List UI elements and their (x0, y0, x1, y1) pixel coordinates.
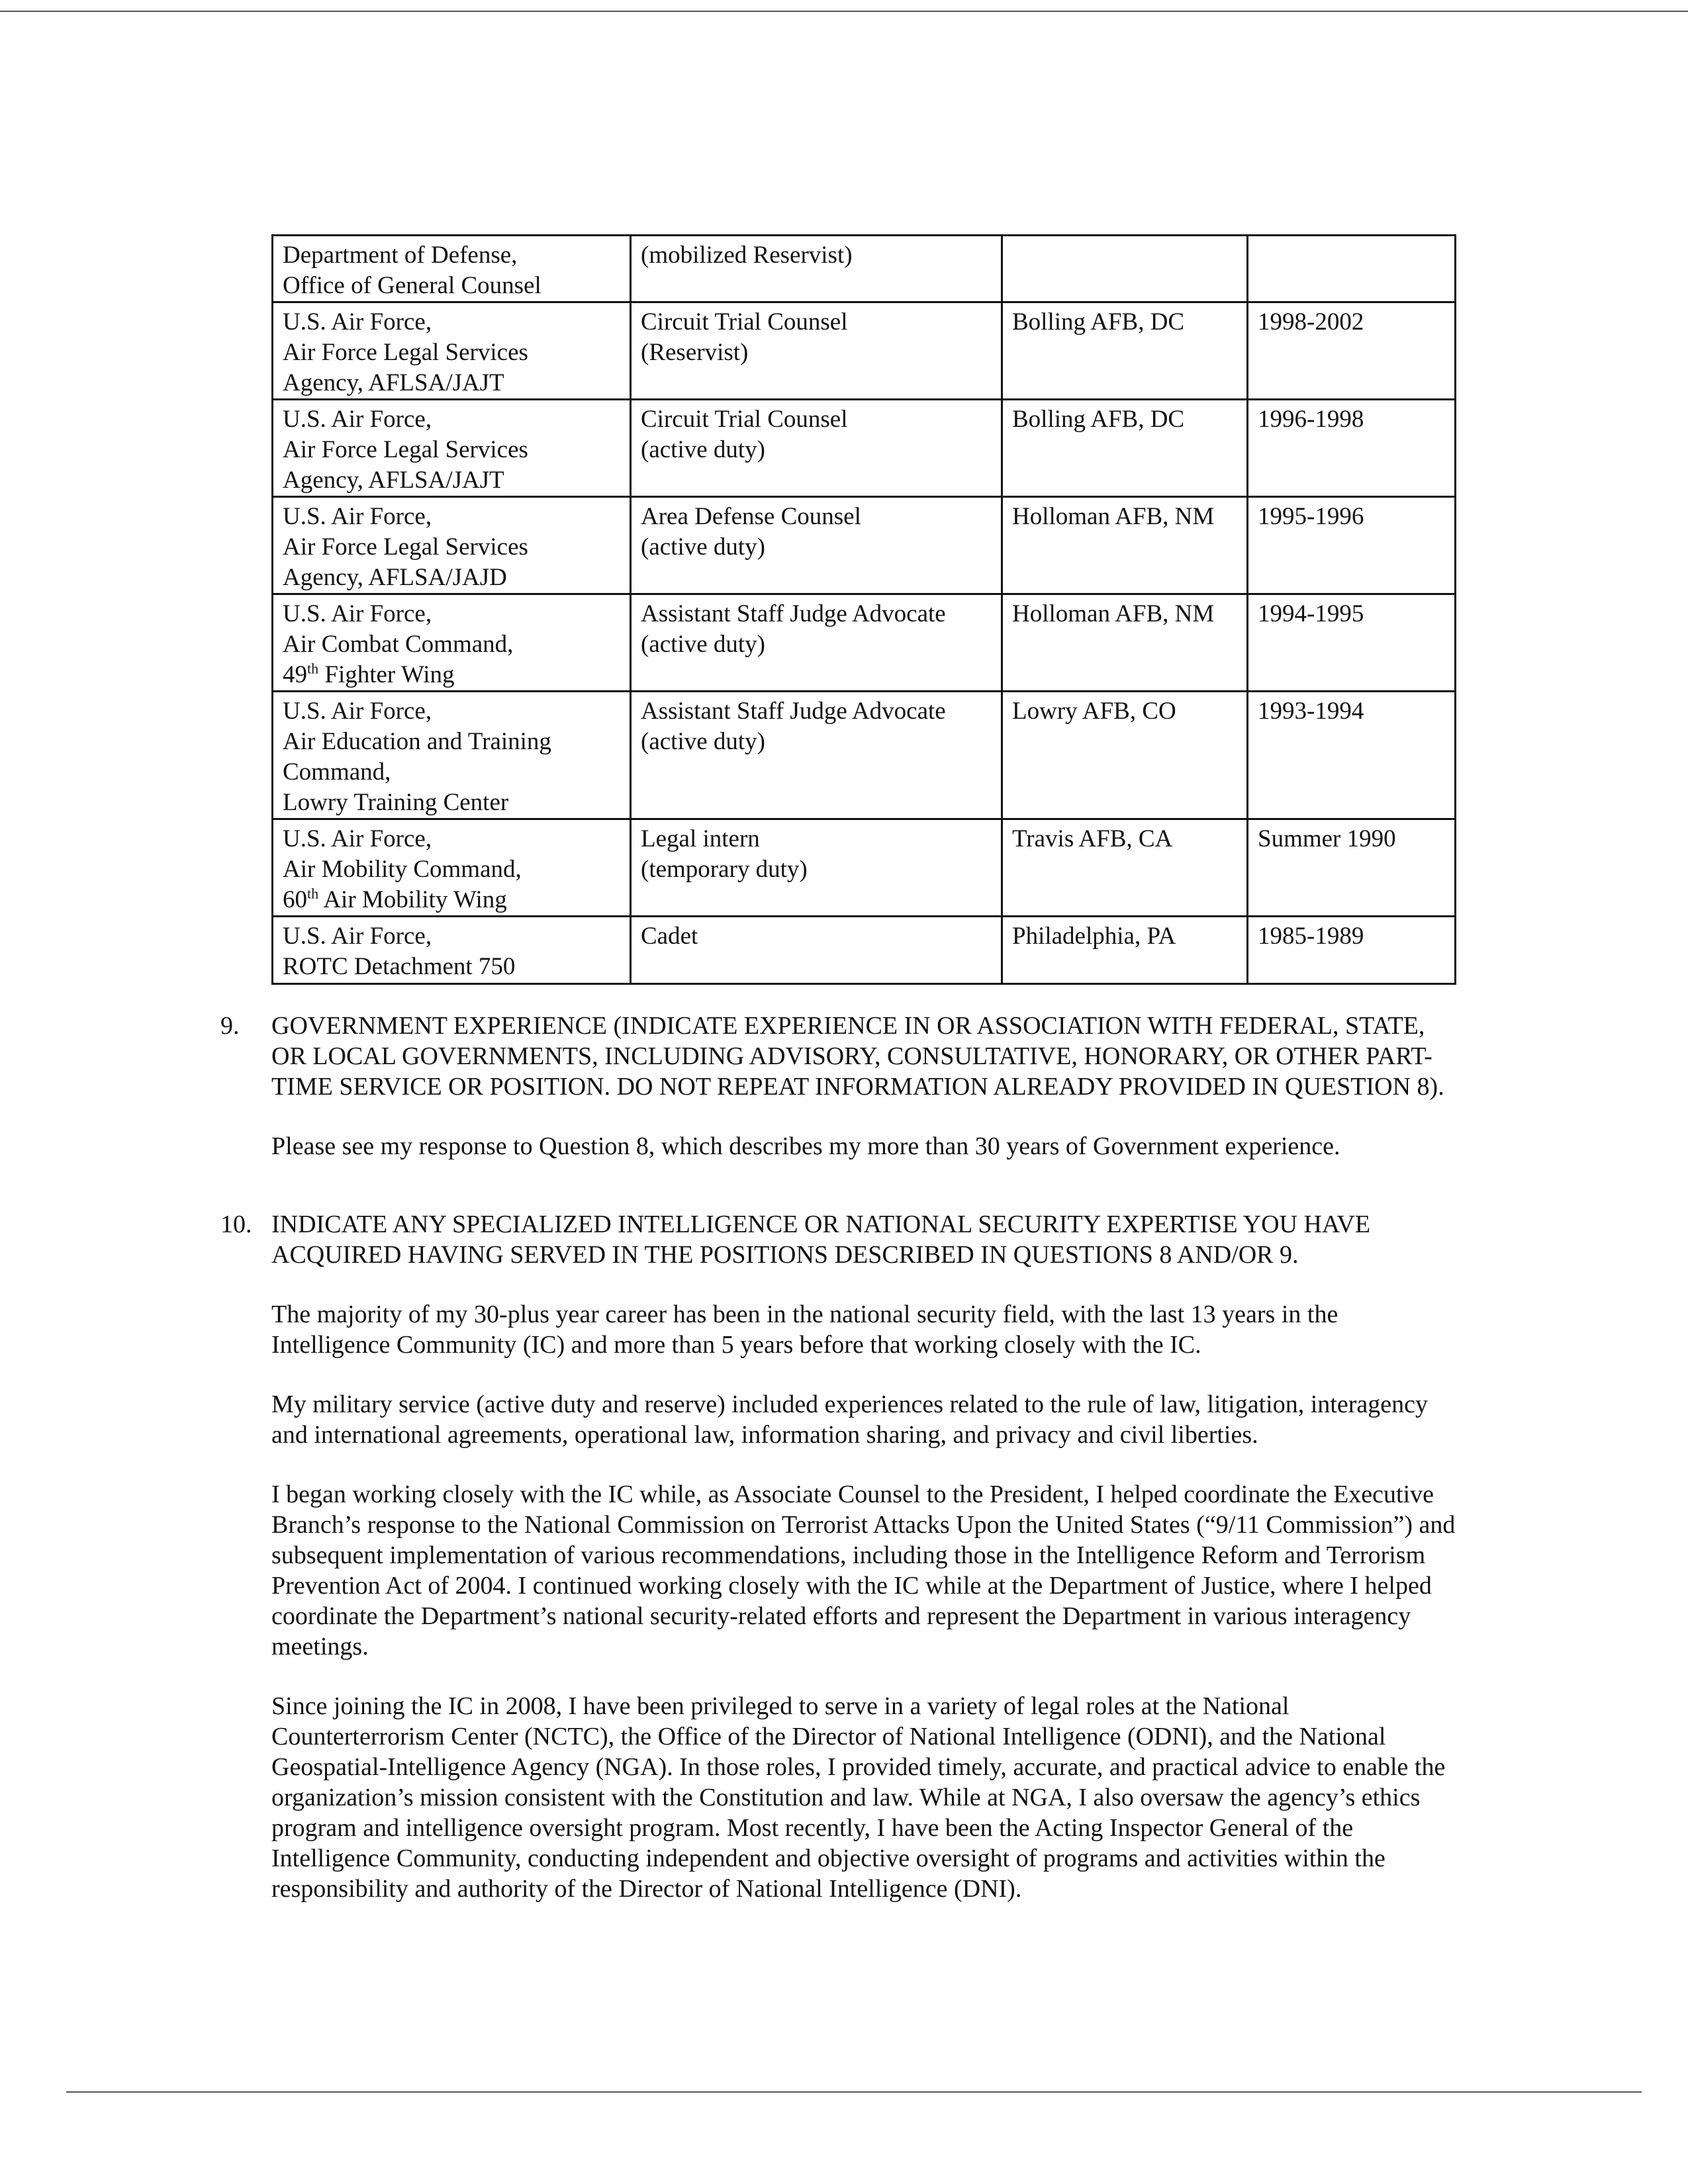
cell-line: U.S. Air Force, (283, 503, 432, 530)
table-row (273, 819, 1456, 917)
location-cell: Holloman AFB, NM (1002, 497, 1248, 594)
cell-line: Assistant Staff Judge Advocate (641, 600, 946, 627)
cell-line: Air Force Legal Services (283, 436, 528, 463)
dates-cell (1248, 236, 1456, 302)
answer-paragraph: Please see my response to Question 8, which describes my more than 30 years of Government experience. (271, 1132, 1340, 1160)
position-cell (631, 236, 1002, 302)
cell-line: Air Education and Training (283, 728, 551, 755)
cell-line: Air Combat Command, (283, 631, 514, 658)
cell-line: (active duty) (641, 728, 765, 755)
organization-cell (273, 236, 631, 302)
dates-cell: 1996-1998 (1248, 400, 1456, 497)
cell-line: Agency, AFLSA/JAJD (283, 564, 507, 591)
employment-table (271, 234, 1456, 985)
position-cell (631, 917, 1002, 984)
dates-cell: 1998-2002 (1248, 302, 1456, 400)
cell-line: (active duty) (641, 436, 765, 463)
table-row (273, 400, 1456, 497)
question-number: 10. (220, 1210, 252, 1238)
cell-line: Command, (283, 758, 391, 786)
cell-line: U.S. Air Force, (283, 600, 432, 627)
organization-cell (273, 302, 631, 400)
table-row (273, 594, 1456, 692)
cell-line: (mobilized Reservist) (641, 242, 853, 269)
dates-cell: 1993-1994 (1248, 692, 1456, 819)
cell-line: Circuit Trial Counsel (641, 406, 848, 433)
cell-line: Agency, AFLSA/JAJT (283, 369, 504, 396)
position-cell (631, 400, 1002, 497)
location-cell: Bolling AFB, DC (1002, 400, 1248, 497)
table-row (273, 692, 1456, 819)
dates-cell: 1995-1996 (1248, 497, 1456, 594)
location-cell (1002, 236, 1248, 302)
cell-line: Department of Defense, (283, 242, 518, 269)
question-number: 9. (220, 1012, 240, 1040)
cell-line: Assistant Staff Judge Advocate (641, 698, 946, 725)
cell-line: Air Force Legal Services (283, 533, 528, 561)
organization-cell (273, 594, 631, 692)
cell-line: Agency, AFLSA/JAJT (283, 467, 504, 494)
dates-cell: 1985-1989 (1248, 917, 1456, 984)
answer-paragraph: The majority of my 30-plus year career has been in the national security field, with the last 13 years in the Intelligence Community (IC) and more than 5 years before that working closely with the IC. (271, 1300, 1338, 1359)
location-cell: Travis AFB, CA (1002, 819, 1248, 917)
cell-line: (active duty) (641, 533, 765, 561)
cell-line: U.S. Air Force, (283, 698, 432, 725)
location-cell: Lowry AFB, CO (1002, 692, 1248, 819)
answer-paragraph: I began working closely with the IC while, as Associate Counsel to the President, I helped coordinate the Executive Branch’s response to the National Commission on Terrorist Attacks Upon the United States (“9/11 Commission”) and subsequent implementation of various recommendations, including those in the Intelligence Reform and Terrorism Prevention Act of 2004. I continued working closely with the IC while at the Department of Justice, where I helped coordinate the Department’s national security-related efforts and represent the Department in various interagency meetings. (271, 1480, 1456, 1661)
organization-cell (273, 497, 631, 594)
dates-cell: Summer 1990 (1248, 819, 1456, 917)
organization-cell (273, 692, 631, 819)
table-row (273, 497, 1456, 594)
cell-line: U.S. Air Force, (283, 923, 432, 950)
location-cell: Philadelphia, PA (1002, 917, 1248, 984)
question-text: GOVERNMENT EXPERIENCE (INDICATE EXPERIENCE IN OR ASSOCIATION WITH FEDERAL, STATE, OR LOCAL GOVERNMENTS, INCLUDING ADVISORY, CONSULTATIVE, HONORARY, OR OTHER PART-TIME SERVICE OR POSITION. DO NOT REPEAT INFORMATION ALREADY PROVIDED IN QUESTION 8). (271, 1012, 1444, 1101)
cell-line: (Reservist) (641, 339, 749, 366)
question-text: INDICATE ANY SPECIALIZED INTELLIGENCE OR NATIONAL SECURITY EXPERTISE YOU HAVE ACQUIRED HAVING SERVED IN THE POSITIONS DESCRIBED IN QUESTIONS 8 AND/OR 9. (271, 1210, 1371, 1269)
position-cell (631, 692, 1002, 819)
cell-line: 49th Fighter Wing (283, 660, 455, 688)
cell-line: Air Mobility Command, (283, 856, 522, 883)
dates-cell: 1994-1995 (1248, 594, 1456, 692)
cell-line: Lowry Training Center (283, 789, 509, 816)
cell-line: Area Defense Counsel (641, 503, 861, 530)
cell-line: 60th Air Mobility Wing (283, 885, 507, 913)
question-10 (220, 1209, 1458, 1904)
question-9 (220, 1011, 1458, 1161)
position-cell (631, 594, 1002, 692)
table-row (273, 236, 1456, 302)
position-cell (631, 497, 1002, 594)
location-cell: Bolling AFB, DC (1002, 302, 1248, 400)
organization-cell (273, 400, 631, 497)
cell-line: ROTC Detachment 750 (283, 953, 516, 980)
answer-paragraph: My military service (active duty and reserve) included experiences related to the rule of law, litigation, interagency and international agreements, operational law, information sharing, and privacy and civil liberties. (271, 1390, 1428, 1449)
cell-line: U.S. Air Force, (283, 308, 432, 336)
table-row (273, 302, 1456, 400)
cell-line: Legal intern (641, 825, 760, 852)
position-cell (631, 302, 1002, 400)
organization-cell (273, 819, 631, 917)
position-cell (631, 819, 1002, 917)
cell-line: (temporary duty) (641, 856, 808, 883)
cell-line: Circuit Trial Counsel (641, 308, 848, 336)
cell-line: Air Force Legal Services (283, 339, 528, 366)
cell-line: U.S. Air Force, (283, 825, 432, 852)
location-cell: Holloman AFB, NM (1002, 594, 1248, 692)
cell-line: Cadet (641, 923, 698, 950)
top-rule (0, 11, 1688, 12)
answer-paragraph: Since joining the IC in 2008, I have been privileged to serve in a variety of legal roles at the National Counterterrorism Center (NCTC), the Office of the Director of National Intelligence (ODNI), and the National Geospatial-Intelligence Agency (NGA). In those roles, I provided timely, accurate, and practical advice to enable the organization’s mission consistent with the Constitution and law. While at NGA, I also oversaw the agency’s ethics program and intelligence oversight program. Most recently, I have been the Acting Inspector General of the Intelligence Community, conducting independent and objective oversight of programs and activities within the responsibility and authority of the Director of National Intelligence (DNI). (271, 1692, 1446, 1903)
bottom-rule (66, 2091, 1642, 2093)
table-row (273, 917, 1456, 984)
organization-cell (273, 917, 631, 984)
cell-line: (active duty) (641, 631, 765, 658)
cell-line: U.S. Air Force, (283, 406, 432, 433)
cell-line: Office of General Counsel (283, 272, 541, 299)
